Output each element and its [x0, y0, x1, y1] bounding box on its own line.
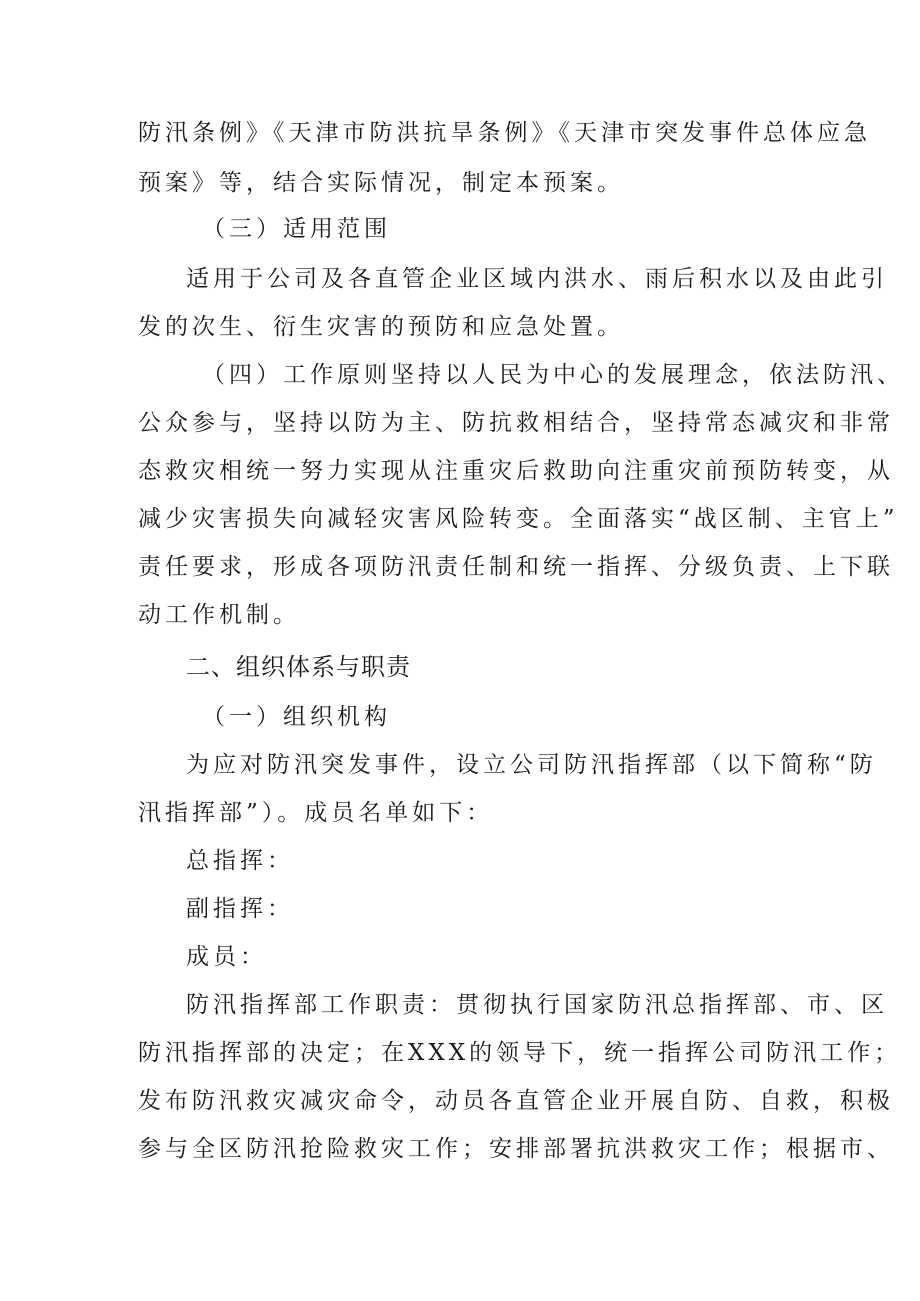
chief-commander-label: 总指挥： [186, 848, 294, 874]
paragraph-line: 发的次生、衍生灾害的预防和应急处置。 [138, 314, 624, 340]
paragraph-line: 减少灾害损失向减轻灾害风险转变。全面落实“战区制、主官上” [138, 506, 899, 532]
paragraph-line: 汛指挥部”）。成员名单如下： [138, 800, 494, 826]
paragraph-line: 防汛指挥部工作职责：贯彻执行国家防汛总指挥部、市、区 [186, 992, 888, 1018]
paragraph-line: 参与全区防汛抢险救灾工作；安排部署抗洪救灾工作；根据市、 [138, 1136, 894, 1162]
paragraph-line: 预案》等，结合实际情况，制定本预案。 [138, 170, 624, 196]
paragraph-line: 适用于公司及各直管企业区域内洪水、雨后积水以及由此引 [186, 266, 888, 292]
deputy-commander-label: 副指挥： [186, 896, 294, 922]
paragraph-line: 为应对防汛突发事件，设立公司防汛指挥部（以下简称“防 [186, 752, 877, 778]
section-title: （一）组织机构 [202, 704, 391, 730]
paragraph-line: 防汛指挥部的决定；在XXX的领导下，统一指挥公司防汛工作； [138, 1040, 902, 1066]
paragraph-line: 公众参与，坚持以防为主、防抗救相结合，坚持常态减灾和非常 [138, 410, 894, 436]
members-label: 成员： [186, 944, 267, 970]
section-heading: 二、组织体系与职责 [186, 653, 411, 681]
section-title: （三）适用范围 [202, 216, 391, 242]
paragraph-line: 责任要求，形成各项防汛责任制和统一指挥、分级负责、上下联 [138, 554, 894, 580]
paragraph-line: 动工作机制。 [138, 602, 300, 628]
paragraph-line: （四）工作原则坚持以人民为中心的发展理念，依法防汛、 [202, 362, 904, 388]
paragraph-line: 发布防汛救灾减灾命令，动员各直管企业开展自防、自救，积极 [138, 1088, 894, 1114]
paragraph-line: 防汛条例》《天津市防洪抗旱条例》《天津市突发事件总体应急 [138, 120, 871, 146]
paragraph-line: 态救灾相统一努力实现从注重灾后救助向注重灾前预防转变，从 [138, 458, 894, 484]
